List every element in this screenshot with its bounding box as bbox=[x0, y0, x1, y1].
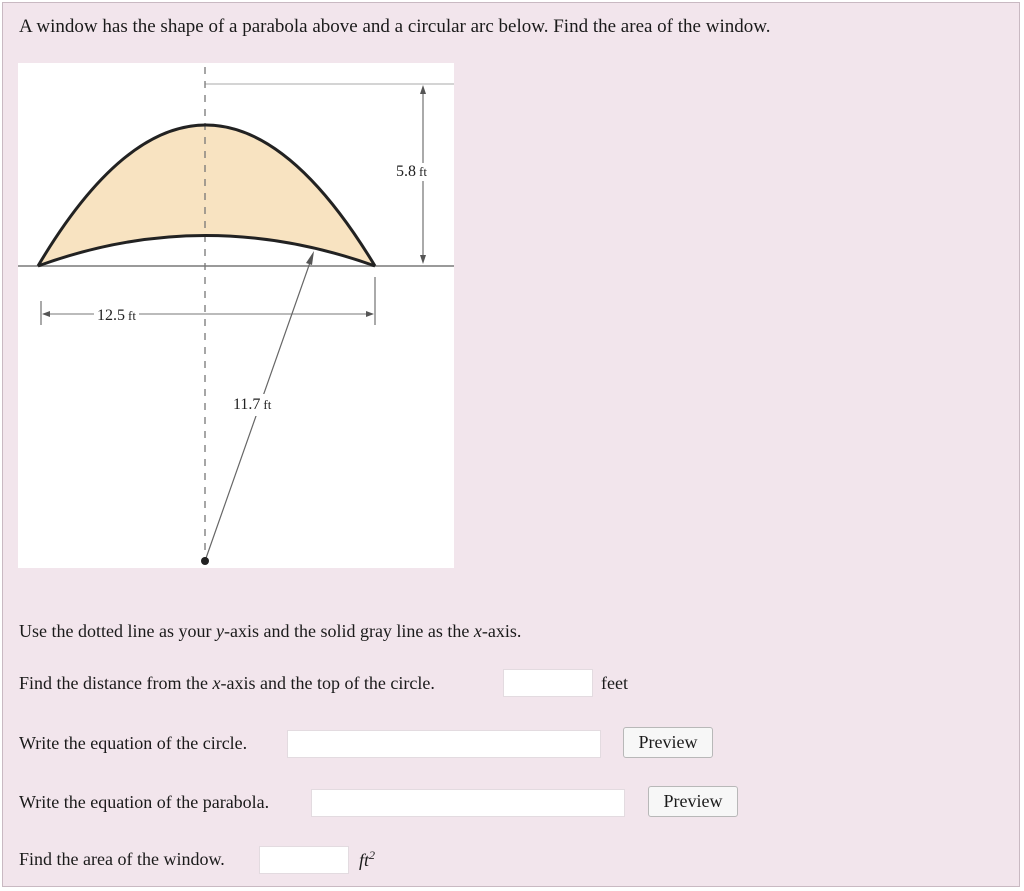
width-arrow-right bbox=[366, 311, 374, 317]
circle-question-label: Write the equation of the circle. bbox=[19, 733, 248, 753]
axis-instructions: Use the dotted line as your y-axis and the solid gray line as the x-axis. bbox=[19, 621, 522, 641]
parabola-preview-button[interactable]: Preview bbox=[648, 786, 738, 817]
circle-center-dot bbox=[201, 557, 209, 565]
window-diagram bbox=[18, 63, 454, 568]
distance-answer-input[interactable] bbox=[503, 669, 593, 697]
height-arrow-bottom bbox=[420, 255, 426, 264]
window-figure bbox=[18, 63, 454, 568]
height-value: 5.8 bbox=[396, 163, 416, 180]
circle-preview-button[interactable]: Preview bbox=[623, 727, 713, 758]
circle-equation-input[interactable] bbox=[287, 730, 601, 758]
area-question-label: Find the area of the window. bbox=[19, 849, 225, 869]
width-value: 12.5 bbox=[97, 307, 125, 324]
parabola-question-label: Write the equation of the parabola. bbox=[19, 792, 270, 812]
radius-value: 11.7 bbox=[233, 396, 261, 413]
distance-question-label: Find the distance from the x-axis and the top of the circle. bbox=[19, 673, 435, 693]
x-variable: x bbox=[473, 621, 482, 641]
problem-panel bbox=[2, 2, 1020, 887]
radius-unit: ft bbox=[263, 397, 272, 412]
width-label bbox=[94, 307, 139, 325]
width-unit: ft bbox=[128, 308, 136, 323]
x-variable: x bbox=[212, 673, 221, 693]
radius-label bbox=[230, 394, 274, 416]
area-unit-label: $ft^2$ bbox=[359, 848, 376, 870]
height-arrow-top bbox=[420, 85, 426, 94]
distance-unit-label: feet bbox=[601, 673, 628, 693]
height-unit: ft bbox=[419, 164, 427, 179]
y-variable: y bbox=[215, 621, 224, 641]
width-arrow-left bbox=[42, 311, 50, 317]
problem-statement: A window has the shape of a parabola above and a circular arc below. Find the area of the window. bbox=[19, 16, 771, 37]
radius-arrow bbox=[306, 251, 314, 265]
area-answer-input[interactable] bbox=[259, 846, 349, 874]
height-label bbox=[396, 163, 427, 181]
parabola-equation-input[interactable] bbox=[311, 789, 625, 817]
